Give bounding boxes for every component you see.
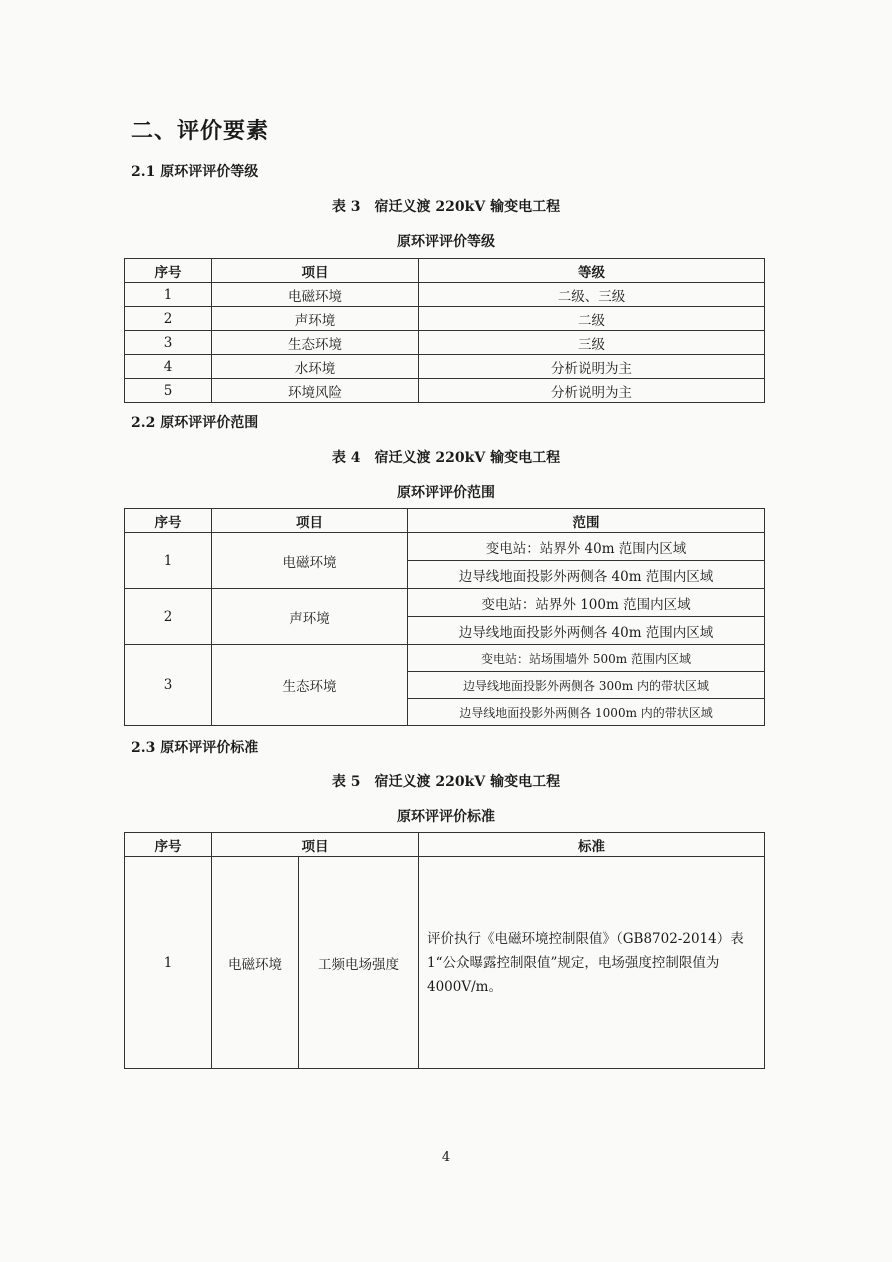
cell-level: 二级、三级 — [419, 283, 765, 307]
table3-caption: 表 3 宿迁义渡 220kV 输变电工程 — [331, 199, 561, 215]
header-item: 项目 — [212, 833, 419, 857]
table-header-row — [125, 259, 765, 283]
cell-scope: 变电站：站界外 100m 范围内区域 — [408, 589, 765, 617]
cell-item: 生态环境 — [212, 645, 408, 726]
cell-item: 环境风险 — [212, 379, 419, 403]
header-item: 项目 — [212, 259, 419, 283]
table4-caption: 表 4 宿迁义渡 220kV 输变电工程 — [331, 450, 561, 466]
table-header-row — [125, 509, 765, 533]
cell-scope: 变电站：站界外 40m 范围内区域 — [408, 533, 765, 561]
cell-level: 二级 — [419, 307, 765, 331]
table-row — [125, 283, 765, 307]
cell-item: 电磁环境 — [212, 533, 408, 589]
table4-subcaption: 原环评评价范围 — [397, 485, 495, 501]
cell-item: 工频电场强度 — [299, 857, 419, 1069]
cell-category: 电磁环境 — [212, 857, 299, 1069]
cell-level: 分析说明为主 — [419, 355, 765, 379]
cell-no: 4 — [125, 355, 212, 379]
heading-2-2: 2.2 原环评评价范围 — [131, 415, 259, 431]
header-no: 序号 — [125, 259, 212, 283]
cell-item: 水环境 — [212, 355, 419, 379]
cell-standard: 评价执行《电磁环境控制限值》（GB8702-2014）表 1“公众曝露控制限值”规定，电场强度控制限值为 4000V/m。 — [419, 857, 765, 1069]
table-row — [125, 355, 765, 379]
cell-no: 2 — [125, 589, 212, 645]
table-header-row — [125, 833, 765, 857]
cell-scope: 变电站：站场围墙外 500m 范围内区域 — [408, 645, 765, 672]
header-no: 序号 — [125, 509, 212, 533]
header-scope: 范围 — [408, 509, 765, 533]
table-row — [125, 589, 765, 617]
cell-no: 3 — [125, 331, 212, 355]
table-evaluation-scope — [124, 508, 765, 726]
cell-scope: 边导线地面投影外两侧各 1000m 内的带状区域 — [408, 699, 765, 726]
cell-item: 生态环境 — [212, 331, 419, 355]
cell-no: 3 — [125, 645, 212, 726]
page-number: 4 — [441, 1150, 451, 1165]
table5-caption: 表 5 宿迁义渡 220kV 输变电工程 — [331, 774, 561, 790]
cell-no: 1 — [125, 283, 212, 307]
table5-subcaption: 原环评评价标准 — [397, 809, 495, 825]
header-level: 等级 — [419, 259, 765, 283]
table-row — [125, 331, 765, 355]
cell-item: 电磁环境 — [212, 283, 419, 307]
cell-no: 2 — [125, 307, 212, 331]
table-evaluation-standard — [124, 832, 765, 1069]
cell-scope: 边导线地面投影外两侧各 40m 范围内区域 — [408, 617, 765, 645]
cell-scope: 边导线地面投影外两侧各 300m 内的带状区域 — [408, 672, 765, 699]
heading-2-3: 2.3 原环评评价标准 — [131, 740, 259, 756]
cell-no: 5 — [125, 379, 212, 403]
table-row — [125, 533, 765, 561]
table-row — [125, 307, 765, 331]
section-title: 二、评价要素 — [131, 118, 270, 144]
table3-subcaption: 原环评评价等级 — [397, 234, 495, 250]
header-standard: 标准 — [419, 833, 765, 857]
header-item: 项目 — [212, 509, 408, 533]
cell-item: 声环境 — [212, 589, 408, 645]
table-row — [125, 379, 765, 403]
cell-no: 1 — [125, 533, 212, 589]
table-evaluation-level — [124, 258, 765, 403]
cell-no: 1 — [125, 857, 212, 1069]
cell-scope: 边导线地面投影外两侧各 40m 范围内区域 — [408, 561, 765, 589]
header-no: 序号 — [125, 833, 212, 857]
table-row — [125, 645, 765, 672]
cell-item: 声环境 — [212, 307, 419, 331]
cell-level: 分析说明为主 — [419, 379, 765, 403]
cell-level: 三级 — [419, 331, 765, 355]
heading-2-1: 2.1 原环评评价等级 — [131, 164, 259, 180]
table-row — [125, 857, 765, 1069]
